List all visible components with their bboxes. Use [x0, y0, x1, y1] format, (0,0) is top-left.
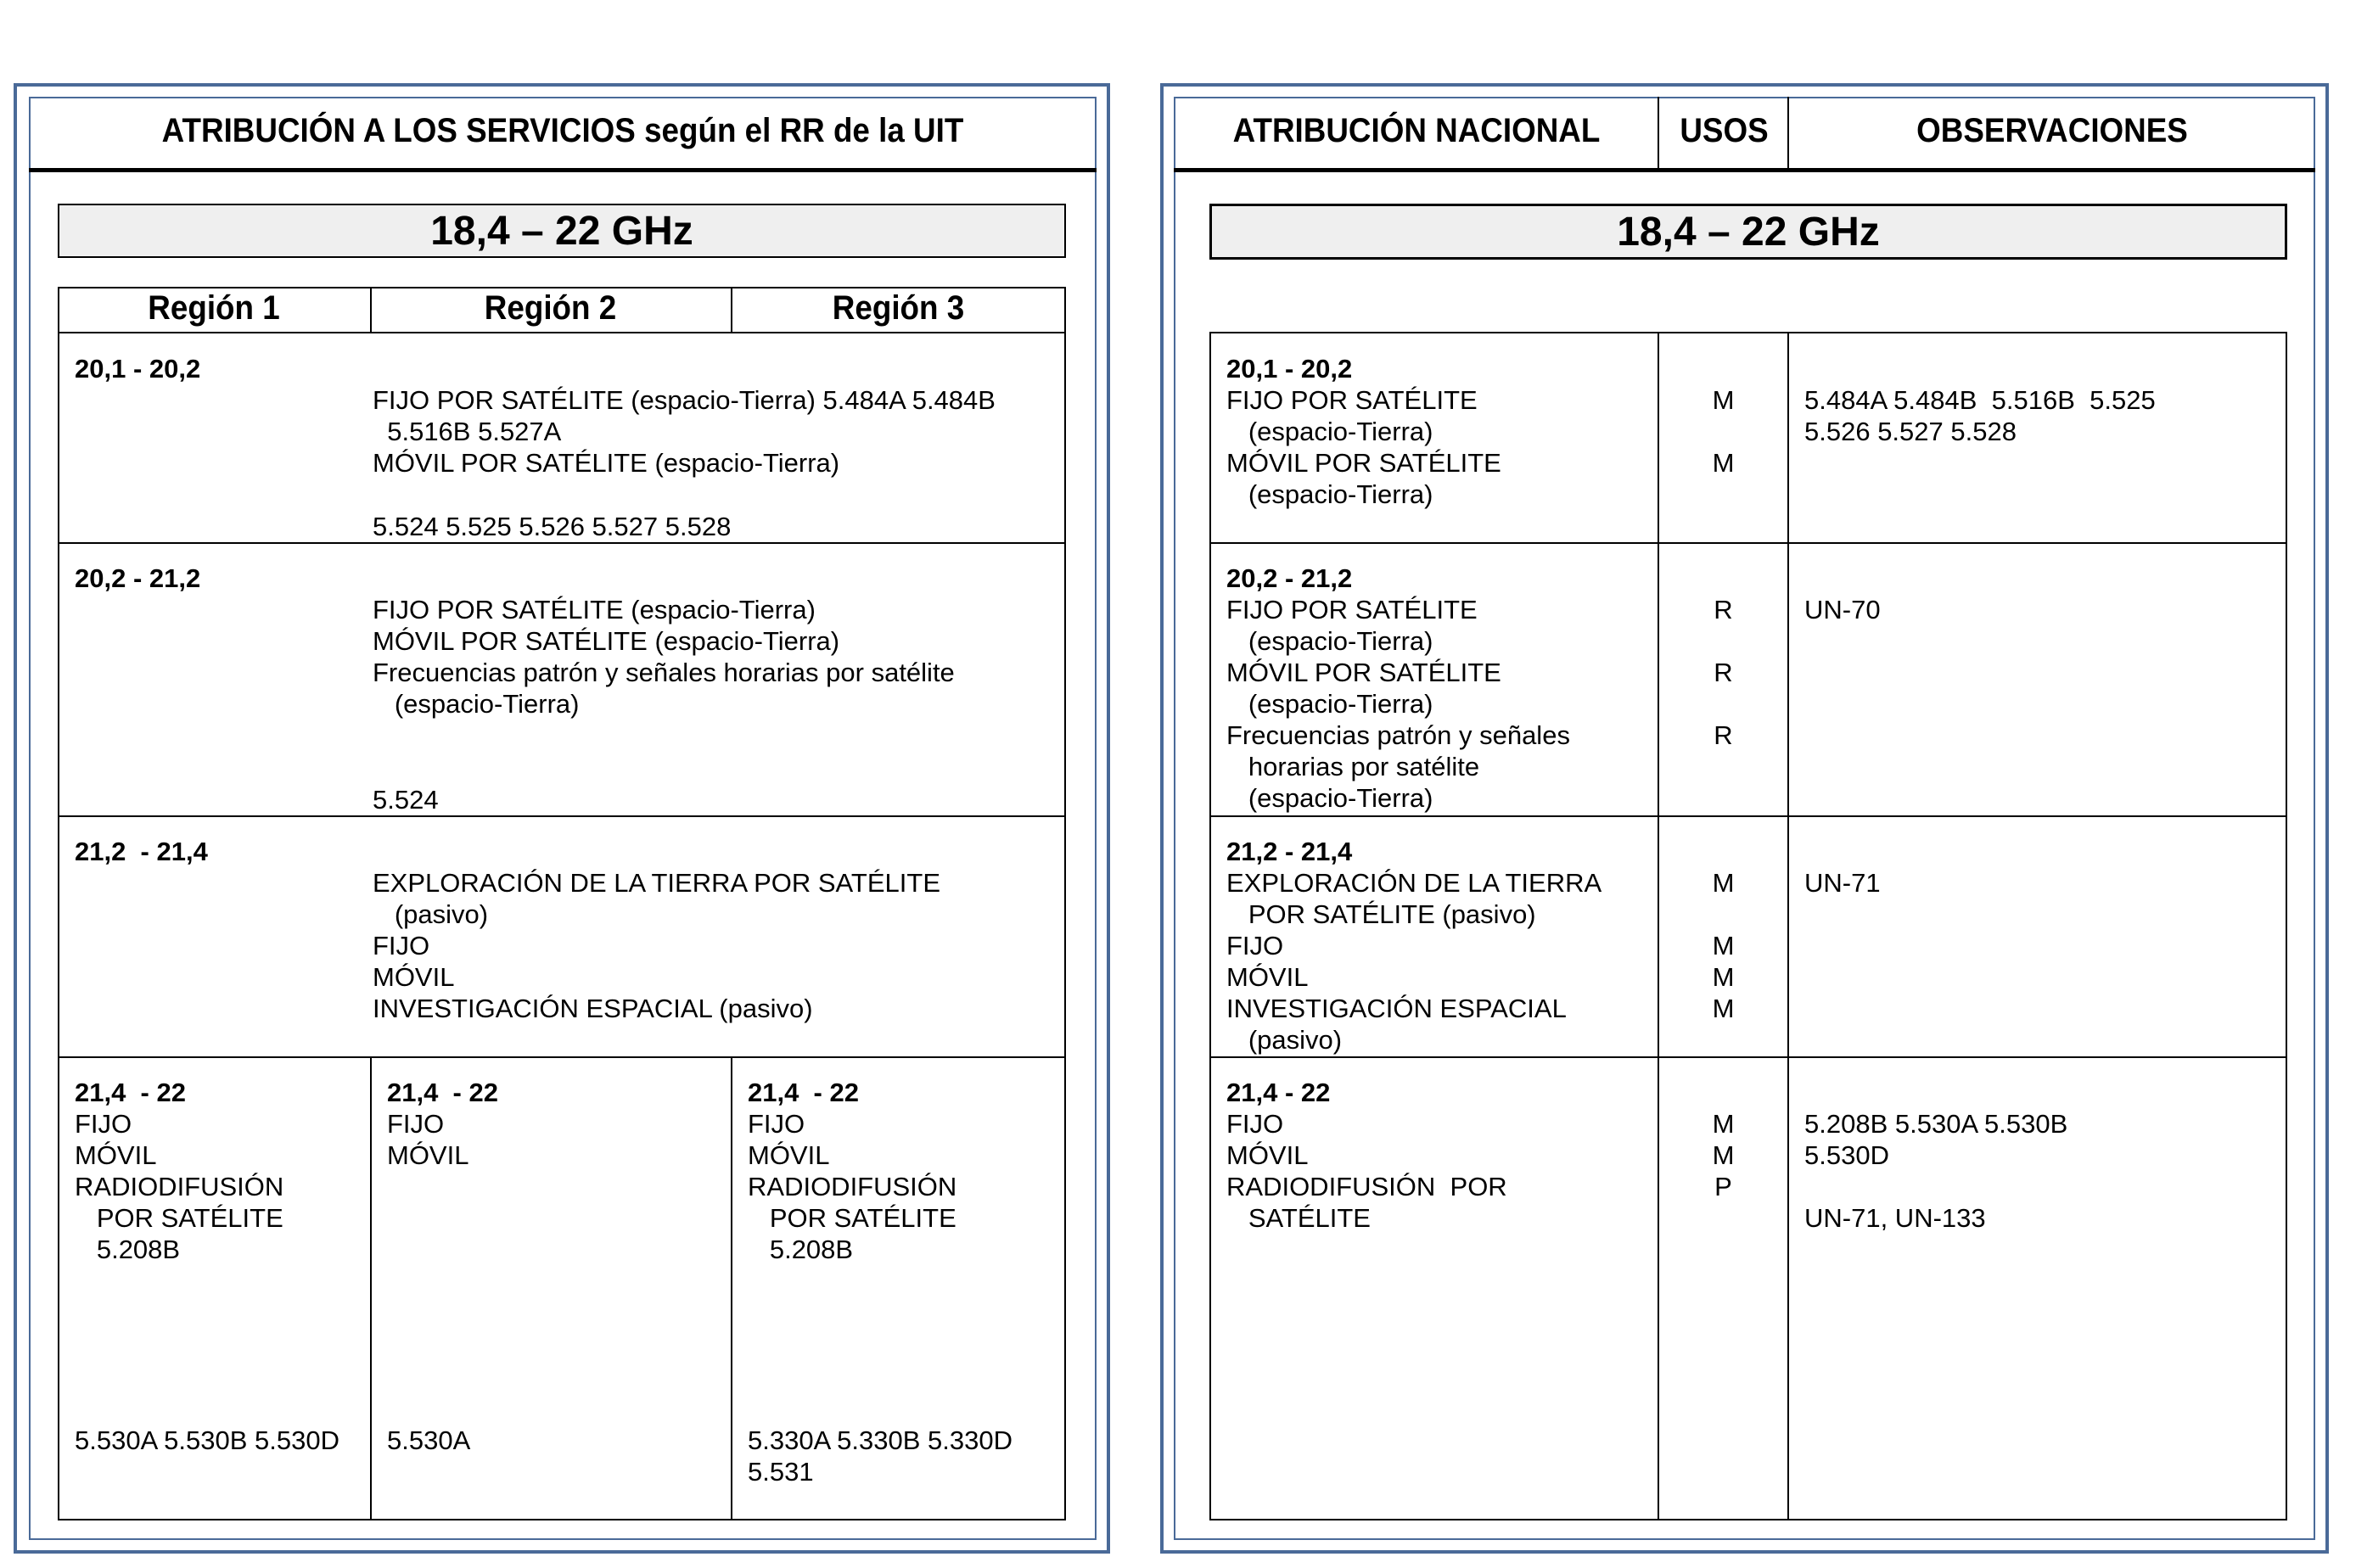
service-line: FIJO POR SATÉLITE: [1226, 595, 1478, 624]
band-range: 20,2 - 21,2: [1226, 563, 1353, 593]
service-line: POR SATÉLITE (pasivo): [1226, 899, 1536, 929]
header-usos: USOS: [1680, 112, 1769, 149]
service-line: MÓVIL: [1226, 962, 1309, 992]
region-2-header: Región 2: [484, 289, 617, 327]
header-atribucion-nacional: ATRIBUCIÓN NACIONAL: [1232, 112, 1601, 149]
observation-line: UN-71, UN-133: [1804, 1203, 1986, 1233]
band-range: 20,1 - 20,2: [1226, 354, 1353, 384]
service-line: FIJO: [1226, 931, 1284, 960]
service-line: FIJO: [1226, 1109, 1284, 1139]
usage-code: M: [1712, 868, 1735, 898]
usos-col-divider: [1658, 332, 1659, 1520]
row-divider: [58, 1056, 1066, 1058]
left-header-title: ATRIBUCIÓN A LOS SERVICIOS según el RR de la UIT: [161, 112, 964, 149]
service-line: INVESTIGACIÓN ESPACIAL (pasivo): [373, 994, 813, 1023]
service-line: Frecuencias patrón y señales horarias por satélite: [373, 658, 955, 687]
band-range: 21,2 - 21,4: [1226, 837, 1353, 866]
service-line: (pasivo): [373, 899, 489, 929]
observation-line: UN-71: [1804, 868, 1881, 898]
usage-code: R: [1714, 595, 1733, 624]
observation-line: 5.484A 5.484B 5.516B 5.525: [1804, 385, 2156, 415]
service-line: MÓVIL: [373, 962, 455, 992]
band-range: 20,2 - 21,2: [75, 563, 201, 593]
service-line: MÓVIL: [387, 1140, 469, 1170]
region-col-divider-1: [370, 1056, 372, 1520]
region-col-divider-1: [370, 287, 372, 333]
service-line: (espacio-Tierra): [1226, 626, 1433, 656]
service-line: EXPLORACIÓN DE LA TIERRA: [1226, 868, 1602, 898]
service-line: MÓVIL: [748, 1140, 830, 1170]
row-divider: [58, 815, 1066, 817]
service-line: MÓVIL: [75, 1140, 157, 1170]
service-line: EXPLORACIÓN DE LA TIERRA POR SATÉLITE: [373, 868, 940, 898]
observation-line: 5.208B 5.530A 5.530B: [1804, 1109, 2068, 1139]
left-header-rule: [29, 168, 1097, 172]
service-line: (espacio-Tierra): [373, 689, 580, 719]
band-range: 21,4 - 22: [387, 1078, 498, 1107]
service-line: (pasivo): [1226, 1025, 1343, 1055]
service-line: FIJO: [387, 1109, 445, 1139]
band-range: 21,2 - 21,4: [75, 837, 208, 866]
band-range: 21,4 - 22: [748, 1078, 859, 1107]
service-line: POR SATÉLITE: [75, 1203, 283, 1233]
service-line: (espacio-Tierra): [1226, 417, 1433, 446]
service-line: RADIODIFUSIÓN POR: [1226, 1172, 1507, 1201]
service-line: MÓVIL POR SATÉLITE (espacio-Tierra): [373, 626, 840, 656]
service-line: SATÉLITE: [1226, 1203, 1371, 1233]
region-col-divider-2: [731, 1056, 732, 1520]
usage-code: M: [1712, 1140, 1735, 1170]
row-divider: [1209, 815, 2287, 817]
service-line: FIJO: [373, 931, 430, 960]
service-line: MÓVIL: [1226, 1140, 1309, 1170]
region-1-header: Región 1: [148, 289, 280, 327]
row-divider: [1209, 1056, 2287, 1058]
region-col-divider-2: [731, 287, 732, 333]
observation-line: 5.530D: [1804, 1140, 1889, 1170]
band-range: 20,1 - 20,2: [75, 354, 201, 384]
header-col-divider: [1787, 97, 1789, 170]
obs-col-divider: [1787, 332, 1789, 1520]
footnotes: 5.531: [748, 1457, 814, 1487]
usage-code: M: [1712, 931, 1735, 960]
footnotes: 5.530A: [387, 1425, 471, 1455]
footnotes: 5.524: [373, 785, 439, 815]
service-line: 5.208B: [748, 1235, 854, 1264]
row-divider: [1209, 542, 2287, 544]
service-line: RADIODIFUSIÓN: [75, 1172, 284, 1201]
footnotes: 5.524 5.525 5.526 5.527 5.528: [373, 512, 732, 541]
service-line: MÓVIL POR SATÉLITE (espacio-Tierra): [373, 448, 840, 478]
usage-code: M: [1712, 962, 1735, 992]
region-3-header: Región 3: [832, 289, 965, 327]
service-line: MÓVIL POR SATÉLITE: [1226, 448, 1501, 478]
service-line: FIJO: [748, 1109, 805, 1139]
service-line: (espacio-Tierra): [1226, 783, 1433, 813]
service-line: 5.208B: [75, 1235, 181, 1264]
usage-code: R: [1714, 720, 1733, 750]
service-line: (espacio-Tierra): [1226, 689, 1433, 719]
footnotes: 5.530A 5.530B 5.530D: [75, 1425, 339, 1455]
band-range: 21,4 - 22: [75, 1078, 186, 1107]
region-header-divider: [58, 332, 1066, 333]
service-line: FIJO POR SATÉLITE (espacio-Tierra): [373, 595, 816, 624]
band-range: 21,4 - 22: [1226, 1078, 1331, 1107]
observation-line: UN-70: [1804, 595, 1881, 624]
usage-code: M: [1712, 385, 1735, 415]
usage-code: P: [1714, 1172, 1732, 1201]
header-observaciones: OBSERVACIONES: [1916, 112, 2188, 149]
observation-line: 5.526 5.527 5.528: [1804, 417, 2017, 446]
service-line: (espacio-Tierra): [1226, 479, 1433, 509]
service-line: FIJO: [75, 1109, 132, 1139]
service-line: 5.516B 5.527A: [373, 417, 562, 446]
right-header-rule: [1174, 168, 2315, 172]
right-band-label: 18,4 – 22 GHz: [1209, 204, 2287, 260]
row-divider: [58, 542, 1066, 544]
service-line: INVESTIGACIÓN ESPACIAL: [1226, 994, 1567, 1023]
service-line: RADIODIFUSIÓN: [748, 1172, 957, 1201]
service-line: POR SATÉLITE: [748, 1203, 956, 1233]
service-line: Frecuencias patrón y señales: [1226, 720, 1570, 750]
service-line: FIJO POR SATÉLITE (espacio-Tierra) 5.484A 5.484B: [373, 385, 996, 415]
usage-code: M: [1712, 1109, 1735, 1139]
usage-code: M: [1712, 994, 1735, 1023]
service-line: horarias por satélite: [1226, 752, 1480, 781]
service-line: FIJO POR SATÉLITE: [1226, 385, 1478, 415]
usage-code: R: [1714, 658, 1733, 687]
usage-code: M: [1712, 448, 1735, 478]
left-band-label: 18,4 – 22 GHz: [58, 204, 1066, 258]
footnotes: 5.330A 5.330B 5.330D: [748, 1425, 1013, 1455]
service-line: MÓVIL POR SATÉLITE: [1226, 658, 1501, 687]
header-col-divider: [1658, 97, 1659, 170]
